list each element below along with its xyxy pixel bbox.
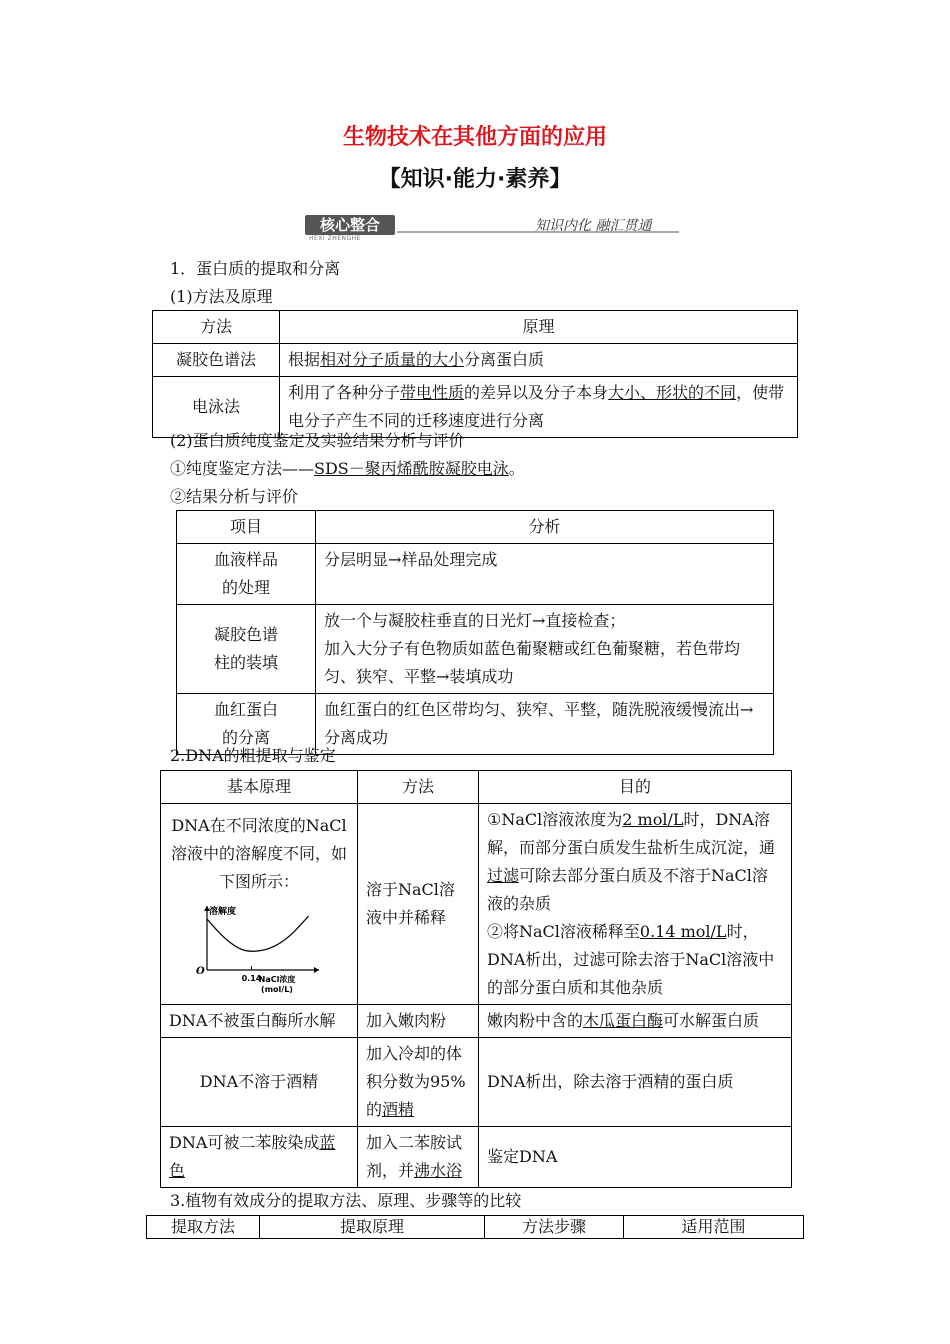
sec1-heading: 1．蛋白质的提取和分离 (170, 259, 341, 278)
y-axis-label: 溶解度 (209, 907, 237, 917)
solubility-curve (207, 916, 309, 951)
table-row (161, 1005, 792, 1038)
table-header: 提取方法 (147, 1216, 260, 1239)
table-cell: 加入冷却的体积分数为95%的酒精 (358, 1038, 479, 1127)
table-cell: DNA析出，除去溶于酒精的蛋白质 (479, 1038, 792, 1127)
sec2-heading: 2.DNA的粗提取与鉴定 (170, 746, 336, 765)
table-row (161, 804, 792, 1005)
table-header: 方法 (153, 311, 280, 344)
table-header: 提取原理 (260, 1216, 485, 1239)
section-label: 核心整合 (305, 215, 395, 235)
table-row (161, 771, 792, 804)
table-row (153, 344, 798, 377)
purity-line: ①纯度鉴定方法——SDS－聚丙烯酰胺凝胶电泳。 (170, 459, 525, 478)
section-slogan: 知识内化 融汇贯通 (535, 218, 652, 234)
table-row (177, 605, 774, 694)
sec1-sub1: (1)方法及原理 (170, 287, 273, 306)
plant-extraction-table (146, 1215, 804, 1239)
table-cell: 血红蛋白 的分离 (177, 694, 316, 755)
table-header: 原理 (280, 311, 798, 344)
table-cell: 溶于NaCl溶液中并稀释 (358, 804, 479, 1005)
methods-table (152, 310, 798, 438)
table-header: 项目 (177, 511, 316, 544)
x-axis-arrow (314, 967, 319, 973)
table-cell: 加入嫩肉粉 (358, 1005, 479, 1038)
sec3-heading: 3.植物有效成分的提取方法、原理、步骤等的比较 (170, 1191, 522, 1210)
table-row (147, 1216, 804, 1239)
dna-table (160, 770, 792, 1188)
eval-title: ②结果分析与评价 (170, 487, 299, 506)
table-row (177, 511, 774, 544)
table-header: 分析 (316, 511, 774, 544)
table-cell: DNA不溶于酒精 (161, 1038, 358, 1127)
table-cell: 利用了各种分子带电性质的差异以及分子本身大小、形状的不同，使带电分子产生不同的迁移速度进行分离 (280, 377, 798, 438)
table-row (153, 311, 798, 344)
evaluation-table (176, 510, 774, 755)
table-row (177, 544, 774, 605)
table-header: 适用范围 (624, 1216, 804, 1239)
page-subtitle: 【知识·能力·素养】 (378, 167, 572, 192)
section-pinyin: HEXI ZHENGHE (309, 235, 361, 242)
table-cell: 电泳法 (153, 377, 280, 438)
table-cell (161, 804, 358, 1005)
table-cell: 根据相对分子质量的大小分离蛋白质 (280, 344, 798, 377)
table-cell: 嫩肉粉中含的木瓜蛋白酶可水解蛋白质 (479, 1005, 792, 1038)
table-header: 方法 (358, 771, 479, 804)
table-header: 目的 (479, 771, 792, 804)
table-cell: DNA不被蛋白酶所水解 (161, 1005, 358, 1038)
section-banner (305, 210, 680, 240)
table-header: 方法步骤 (485, 1216, 624, 1239)
table-cell: 鉴定DNA (479, 1127, 792, 1188)
x-tick-label: 0.14 (241, 974, 262, 983)
table-row (161, 1127, 792, 1188)
table-cell: 血红蛋白的红色区带均匀、狭窄、平整，随洗脱液缓慢流出→分离成功 (316, 694, 774, 755)
x-axis-unit: (mol/L) (261, 985, 293, 994)
table-cell: DNA可被二苯胺染成蓝色 (161, 1127, 358, 1188)
table-header: 基本原理 (161, 771, 358, 804)
solubility-chart (193, 900, 325, 996)
principle-text: DNA在不同浓度的NaCl溶液中的溶解度不同，如下图所示： (170, 816, 347, 891)
table-cell: 凝胶色谱法 (153, 344, 280, 377)
page-title: 生物技术在其他方面的应用 (342, 125, 607, 150)
table-cell: 分层明显→样品处理完成 (316, 544, 774, 605)
table-row (161, 1038, 792, 1127)
sec1-sub2: (2)蛋白质纯度鉴定及实验结果分析与评价 (170, 431, 465, 450)
table-cell: 凝胶色谱 柱的装填 (177, 605, 316, 694)
table-cell: 放一个与凝胶柱垂直的日光灯→直接检查； 加入大分子有色物质如蓝色葡聚糖或红色葡聚糖，若色带均匀、狭窄、平整→装填成功 (316, 605, 774, 694)
table-cell: 加入二苯胺试剂，并沸水浴 (358, 1127, 479, 1188)
table-cell: ①NaCl溶液浓度为2 mol/L时，DNA溶解，而部分蛋白质发生盐析生成沉淀，通过滤可除去部分蛋白质及不溶于NaCl溶液的杂质 ②将NaCl溶液稀释至0.14 mol/L时，DNA析出，过滤可除去溶于NaCl溶液中的部分蛋白质和其他杂质 (479, 804, 792, 1005)
origin-label: O (196, 966, 205, 977)
table-cell: 血液样品 的处理 (177, 544, 316, 605)
x-axis-label: NaCl浓度 (258, 975, 296, 984)
